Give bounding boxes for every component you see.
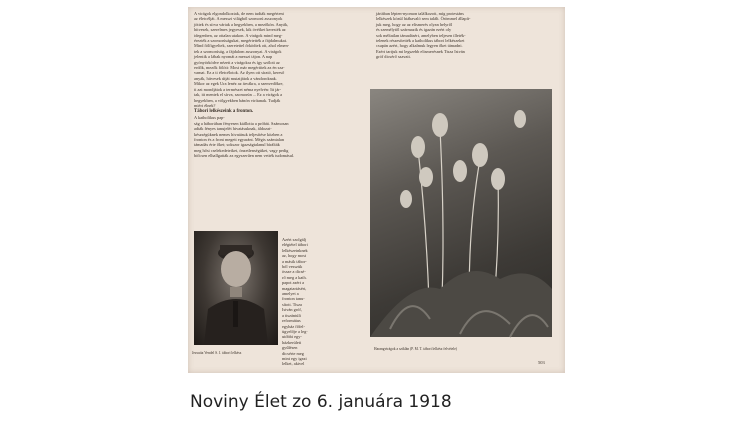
article-text-line: támadás érte őket; sokszor igazságtalanul bírálták xyxy=(194,142,280,148)
article-text-line: hitvesek, szerelmes jegyesek, kik övéiket keresték az xyxy=(194,27,286,33)
article-text-line: amelyet a xyxy=(282,291,299,297)
portrait-caption: Jezsuita Vendel S. J. tábori lelkész xyxy=(192,351,242,355)
article-text-line: utóbbi egy- xyxy=(282,334,302,340)
article-text-line: erdők, mezők fölött: Most már megértitek az én sza- xyxy=(194,65,285,71)
article-text-line: Mind fölfigyeltek, szeretettel őrködtek ott, ahol elmen- xyxy=(194,43,290,49)
article-text-line: vamat. Ez a ti életcélotok. Az ilyen ott sírató, kereső xyxy=(194,70,285,76)
article-text-line: elégtétel tábori xyxy=(282,242,308,248)
article-text-line: ság a háborúban fényesen kiállotta a próbát. Számosan xyxy=(194,120,289,126)
article-text-line: sok méltatlan támadásért, amelyben teljesen illeték- xyxy=(376,32,466,38)
article-text-line: lelket, akivel xyxy=(282,361,305,367)
article-text-line: jöttek és sírva vártak a hegyekben, a mezőkön. Anyák, xyxy=(194,21,289,27)
article-text-line: lelkészek közül hiábavaló sem talált. Örömmel állapít- xyxy=(376,16,471,22)
article-left-column xyxy=(194,11,370,237)
article-text-line: meg hősi cselekedeteiket, önzetlenségüket, vagy pedig xyxy=(194,147,289,153)
article-text-line: István gróf, xyxy=(282,307,302,313)
article-text-line: miért élnek? xyxy=(194,102,216,108)
article-text-line: Mikor az egek Ura lenéz az árvákra, a szenvedőkre, xyxy=(194,81,284,87)
article-text-line: gyűlésen xyxy=(282,345,298,351)
article-text-line: Azért szolgálj xyxy=(282,237,307,242)
bellflower-icon xyxy=(370,89,552,337)
article-text-line: egyház főfel- xyxy=(282,323,305,329)
article-text-line: rő meg a kath. xyxy=(282,274,307,280)
article-text-line: A katholikus pap- xyxy=(194,115,225,121)
article-text-line: a tiszántúli xyxy=(282,312,301,318)
article-text-line: református xyxy=(282,318,301,324)
article-text-line: készségüknek nemes hivatásuk teljesítése közben a xyxy=(194,131,283,137)
article-text-line: papot azért a xyxy=(282,280,305,286)
article-text-line: gróf dicsérő szavait. xyxy=(376,54,411,60)
article-text-line: ügyelője a leg- xyxy=(282,328,308,334)
article-text-line: sított. Tisza xyxy=(282,301,302,307)
article-text-line: fronton tanu- xyxy=(282,296,305,302)
article-right-column xyxy=(376,11,556,87)
article-text-line: tek a szomorúság, a fájdalom asszonyai. A virágok xyxy=(194,48,282,54)
article-text-line: bölcsen elhallgatták az egyszerűen nem vették tudomásul. xyxy=(194,153,295,159)
article-text-line: anyák, hitvesek útját mutatjátok a vándoroknak. xyxy=(194,75,277,81)
image-caption: Noviny Élet zo 6. januára 1918 xyxy=(190,392,452,412)
portrait-photo xyxy=(194,231,278,345)
article-text-line: idegenben, az ottalan utakon. A virágok mind meg- xyxy=(194,32,283,38)
article-text-line: ból vesszük xyxy=(282,264,303,270)
newspaper-scan xyxy=(188,7,565,373)
article-text-line: és személytől származik és igazán ezért oly xyxy=(376,27,452,33)
article-text-line: jártában lépten-nyomon találkozott, míg protestáns xyxy=(376,11,464,16)
article-text-line: az életcélját. A messzi világból szomorú asszonyok xyxy=(194,16,283,22)
article-text-line: ti azt mondjátok a természet néma nyelvén: Itt jár- xyxy=(194,86,282,92)
flower-photo xyxy=(370,89,552,337)
article-text-line: fronton és a front megett egyaránt. Mégis számtalan xyxy=(194,136,284,142)
article-text-line: a másik tábor- xyxy=(282,258,307,264)
article-text-line: Ezért tartjuk mi legszebb elismerésnek Tisza István xyxy=(376,48,465,54)
article-text-line: adták fényes tanujelét hivatásuknak, áldozat- xyxy=(194,126,272,132)
article-text-line: mint egy igazi xyxy=(282,355,307,361)
article-text-line: dicsérte meg xyxy=(282,350,304,356)
page-number: 503 xyxy=(538,360,545,365)
article-text-line: hegyekben, a völgyekben bánón virítanak. Tudják xyxy=(194,97,281,103)
article-text-line: az, hogy most xyxy=(282,253,307,259)
article-text-line: lelkészeinknek xyxy=(282,247,308,253)
article-text-line: magatartásért, xyxy=(282,285,307,291)
article-text-line: érezték a szomorúságukat, megértették a fájdalmukat. xyxy=(194,38,287,44)
flower-caption: Harangvirágok a sziklán (P. M. T. tábori lelkész felvétele) xyxy=(374,347,457,351)
article-left-lower-column xyxy=(282,237,370,367)
article-text-line: jelentik a lábak nyomát a messzi tájon. A nap xyxy=(194,54,273,60)
article-text-line: juk meg, hogy az az elismerés olyan helyről xyxy=(376,21,453,27)
article-text-line: A virágok elgondolkoztak, de nem tudták megérteni xyxy=(194,11,284,16)
article-text-line: csupán azért, hogy alkalmuk legyen őket támadni. xyxy=(376,43,463,49)
article-text-line: össze a dicsé- xyxy=(282,269,306,275)
article-text-line: házkerületi xyxy=(282,339,302,345)
article-text-line: gyönyörködve nézett a virágokra és így szólott az xyxy=(194,59,280,65)
article-text-line: telenek részesítették a katholikus tábori lelkészeket xyxy=(376,38,465,44)
section-heading: Tábori lelkészeink a fronton. xyxy=(194,109,254,115)
article-text-line: tak, itt mentek el sírva, szomorún ... Ez a virágok a xyxy=(194,92,282,98)
portrait-figure-icon xyxy=(194,231,278,345)
